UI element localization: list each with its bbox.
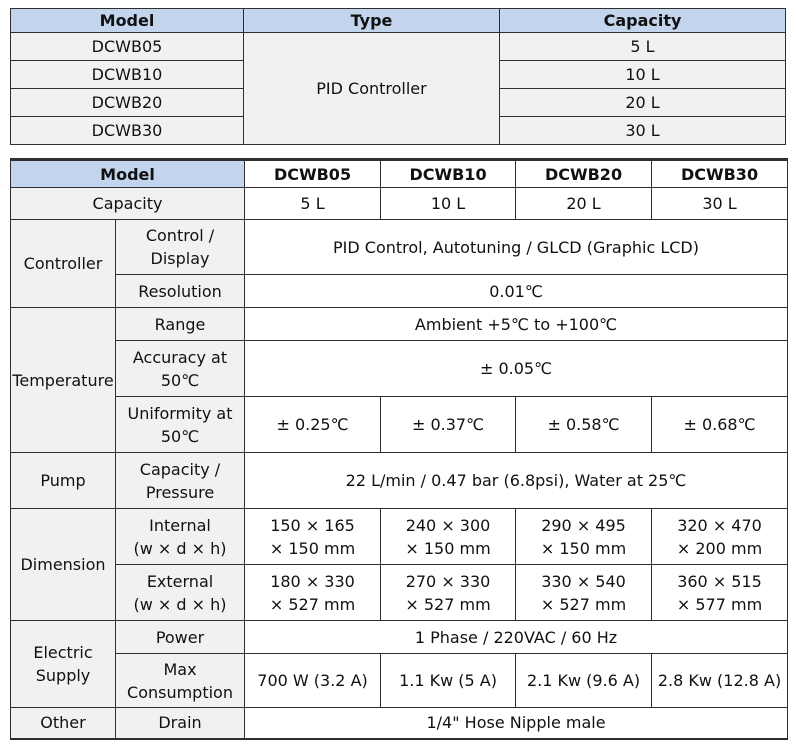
external-label: External (w × d × h) xyxy=(116,565,245,621)
table-row xyxy=(11,621,788,654)
range-label: Range xyxy=(116,308,245,341)
table-row xyxy=(11,220,788,275)
max-consumption-value: 1.1 Kw (5 A) xyxy=(381,654,516,708)
external-value: 360 × 515 × 577 mm xyxy=(652,565,788,621)
summary-header-type: Type xyxy=(244,9,500,33)
controller-label: Controller xyxy=(11,220,116,308)
table-row xyxy=(11,509,788,565)
table-row xyxy=(11,341,788,397)
pump-capacity-pressure-value: 22 L/min / 0.47 bar (6.8psi), Water at 25℃ xyxy=(245,453,788,509)
table-row xyxy=(11,453,788,509)
summary-capacity-cell: 10 L xyxy=(500,61,786,89)
max-consumption-value: 2.8 Kw (12.8 A) xyxy=(652,654,788,708)
summary-header-model: Model xyxy=(11,9,244,33)
spec-header-model-name: DCWB30 xyxy=(652,160,788,188)
dimension-label: Dimension xyxy=(11,509,116,621)
range-value: Ambient +5℃ to +100℃ xyxy=(245,308,788,341)
table-row xyxy=(11,33,786,61)
table-row xyxy=(11,308,788,341)
accuracy-label: Accuracy at 50℃ xyxy=(116,341,245,397)
power-value: 1 Phase / 220VAC / 60 Hz xyxy=(245,621,788,654)
table-row xyxy=(11,654,788,708)
table-row xyxy=(11,188,788,220)
max-consumption-value: 700 W (3.2 A) xyxy=(245,654,381,708)
spec-header-model: Model xyxy=(11,160,245,188)
max-consumption-value: 2.1 Kw (9.6 A) xyxy=(516,654,652,708)
table-row xyxy=(11,275,788,308)
capacity-value: 10 L xyxy=(381,188,516,220)
resolution-label: Resolution xyxy=(116,275,245,308)
external-value: 330 × 540 × 527 mm xyxy=(516,565,652,621)
uniformity-value: ± 0.37℃ xyxy=(381,397,516,453)
control-display-label: Control / Display xyxy=(116,220,245,275)
table-row xyxy=(11,397,788,453)
summary-capacity-cell: 5 L xyxy=(500,33,786,61)
external-value: 270 × 330 × 527 mm xyxy=(381,565,516,621)
internal-value: 240 × 300 × 150 mm xyxy=(381,509,516,565)
summary-model-cell: DCWB05 xyxy=(11,33,244,61)
accuracy-value: ± 0.05℃ xyxy=(245,341,788,397)
internal-value: 320 × 470 × 200 mm xyxy=(652,509,788,565)
external-value: 180 × 330 × 527 mm xyxy=(245,565,381,621)
uniformity-value: ± 0.25℃ xyxy=(245,397,381,453)
drain-label: Drain xyxy=(116,708,245,739)
spec-table xyxy=(10,158,788,740)
other-label: Other xyxy=(11,708,116,739)
pump-label: Pump xyxy=(11,453,116,509)
uniformity-value: ± 0.68℃ xyxy=(652,397,788,453)
summary-capacity-cell: 20 L xyxy=(500,89,786,117)
uniformity-label: Uniformity at 50℃ xyxy=(116,397,245,453)
spec-header-model-name: DCWB20 xyxy=(516,160,652,188)
spec-header-model-name: DCWB05 xyxy=(245,160,381,188)
drain-value: 1/4" Hose Nipple male xyxy=(245,708,788,739)
power-label: Power xyxy=(116,621,245,654)
summary-model-cell: DCWB20 xyxy=(11,89,244,117)
control-display-value: PID Control, Autotuning / GLCD (Graphic LCD) xyxy=(245,220,788,275)
max-consumption-label: Max Consumption xyxy=(116,654,245,708)
table-row xyxy=(11,565,788,621)
electric-supply-label: Electric Supply xyxy=(11,621,116,708)
uniformity-value: ± 0.58℃ xyxy=(516,397,652,453)
capacity-value: 20 L xyxy=(516,188,652,220)
pump-capacity-pressure-label: Capacity / Pressure xyxy=(116,453,245,509)
internal-value: 290 × 495 × 150 mm xyxy=(516,509,652,565)
summary-capacity-cell: 30 L xyxy=(500,117,786,145)
summary-header-capacity: Capacity xyxy=(500,9,786,33)
spec-header-row xyxy=(11,160,788,188)
summary-type-cell: PID Controller xyxy=(244,33,500,145)
summary-model-cell: DCWB10 xyxy=(11,61,244,89)
summary-table xyxy=(10,8,786,145)
capacity-label: Capacity xyxy=(11,188,245,220)
table-row xyxy=(11,708,788,739)
summary-header-row xyxy=(11,9,786,33)
capacity-value: 30 L xyxy=(652,188,788,220)
temperature-label: Temperature xyxy=(11,308,116,453)
resolution-value: 0.01℃ xyxy=(245,275,788,308)
capacity-value: 5 L xyxy=(245,188,381,220)
summary-model-cell: DCWB30 xyxy=(11,117,244,145)
internal-value: 150 × 165 × 150 mm xyxy=(245,509,381,565)
internal-label: Internal (w × d × h) xyxy=(116,509,245,565)
spec-header-model-name: DCWB10 xyxy=(381,160,516,188)
